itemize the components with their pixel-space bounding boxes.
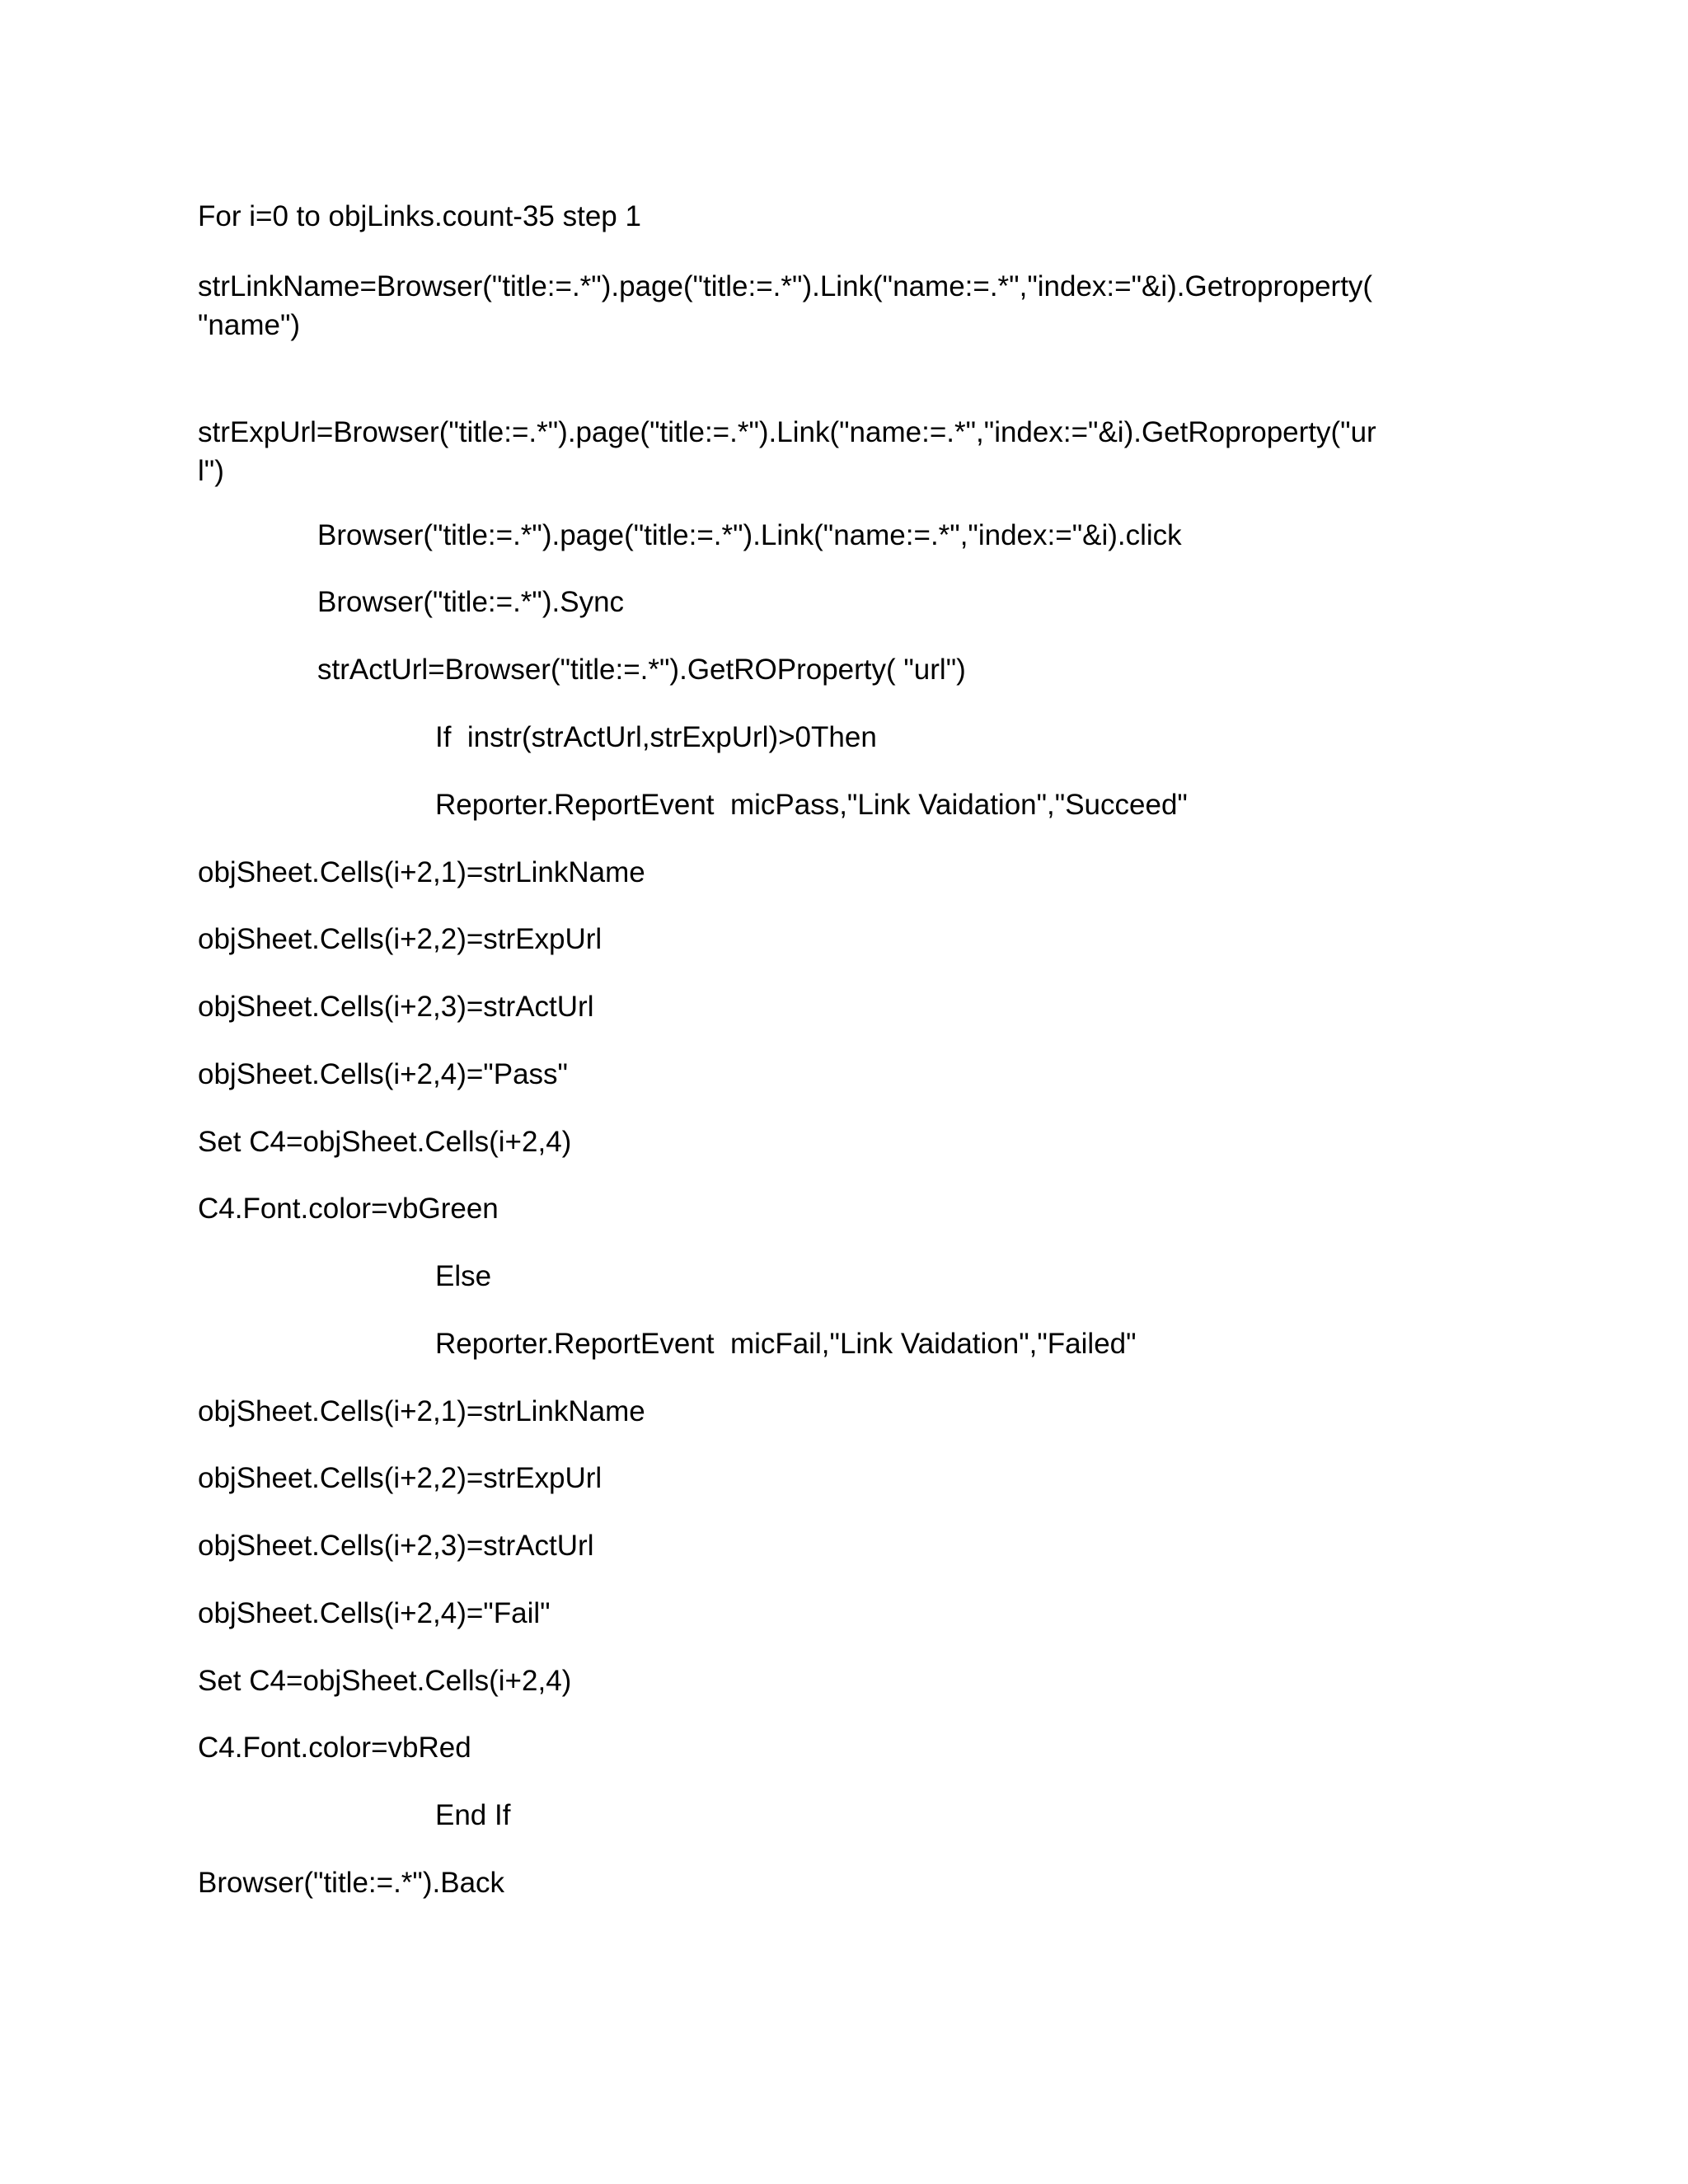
code-line-cell-4-pass: objSheet.Cells(i+2,4)="Pass" (198, 1058, 568, 1090)
code-line-sync: Browser("title:=.*").Sync (317, 586, 625, 618)
code-line-for-loop: For i=0 to objLinks.count-35 step 1 (198, 200, 641, 232)
code-line-set-c4: Set C4=objSheet.Cells(i+2,4) (198, 1126, 572, 1158)
code-line-back: Browser("title:=.*").Back (198, 1867, 505, 1899)
code-line-cell-1-fail: objSheet.Cells(i+2,1)=strLinkName (198, 1395, 645, 1427)
code-line-end-if: End If (435, 1799, 511, 1831)
code-line-if: If instr(strActUrl,strExpUrl)>0Then (435, 721, 877, 753)
code-line-cell-2-fail: objSheet.Cells(i+2,2)=strExpUrl (198, 1462, 603, 1494)
code-line-exp-url: strExpUrl=Browser("title:=.*").page("title:=.*").Link("name:=.*","index:="&i).GetRoproperty("ur (198, 416, 1376, 448)
code-line-report-fail: Reporter.ReportEvent micFail,"Link Vaidation","Failed" (435, 1328, 1137, 1360)
code-line-cell-2: objSheet.Cells(i+2,2)=strExpUrl (198, 923, 603, 955)
code-line-link-click: Browser("title:=.*").page("title:=.*").Link("name:=.*","index:="&i).click (317, 519, 1182, 551)
code-line-link-name: strLinkName=Browser("title:=.*").page("title:=.*").Link("name:=.*","index:="&i).Getroproperty( (198, 270, 1373, 302)
code-line-exp-url-cont: l") (198, 455, 224, 487)
code-line-cell-1: objSheet.Cells(i+2,1)=strLinkName (198, 856, 645, 888)
code-line-act-url: strActUrl=Browser("title:=.*").GetROProperty( "url") (317, 654, 966, 686)
code-line-set-c4-fail: Set C4=objSheet.Cells(i+2,4) (198, 1665, 572, 1697)
code-line-cell-4-fail: objSheet.Cells(i+2,4)="Fail" (198, 1597, 551, 1629)
code-line-link-name-cont: "name") (198, 309, 301, 341)
code-line-report-pass: Reporter.ReportEvent micPass,"Link Vaidation","Succeed" (435, 789, 1188, 821)
code-line-cell-3-fail: objSheet.Cells(i+2,3)=strActUrl (198, 1530, 594, 1562)
code-line-else: Else (435, 1260, 492, 1292)
code-line-color-red: C4.Font.color=vbRed (198, 1732, 471, 1764)
code-line-cell-3: objSheet.Cells(i+2,3)=strActUrl (198, 991, 594, 1023)
code-line-color-green: C4.Font.color=vbGreen (198, 1193, 499, 1225)
